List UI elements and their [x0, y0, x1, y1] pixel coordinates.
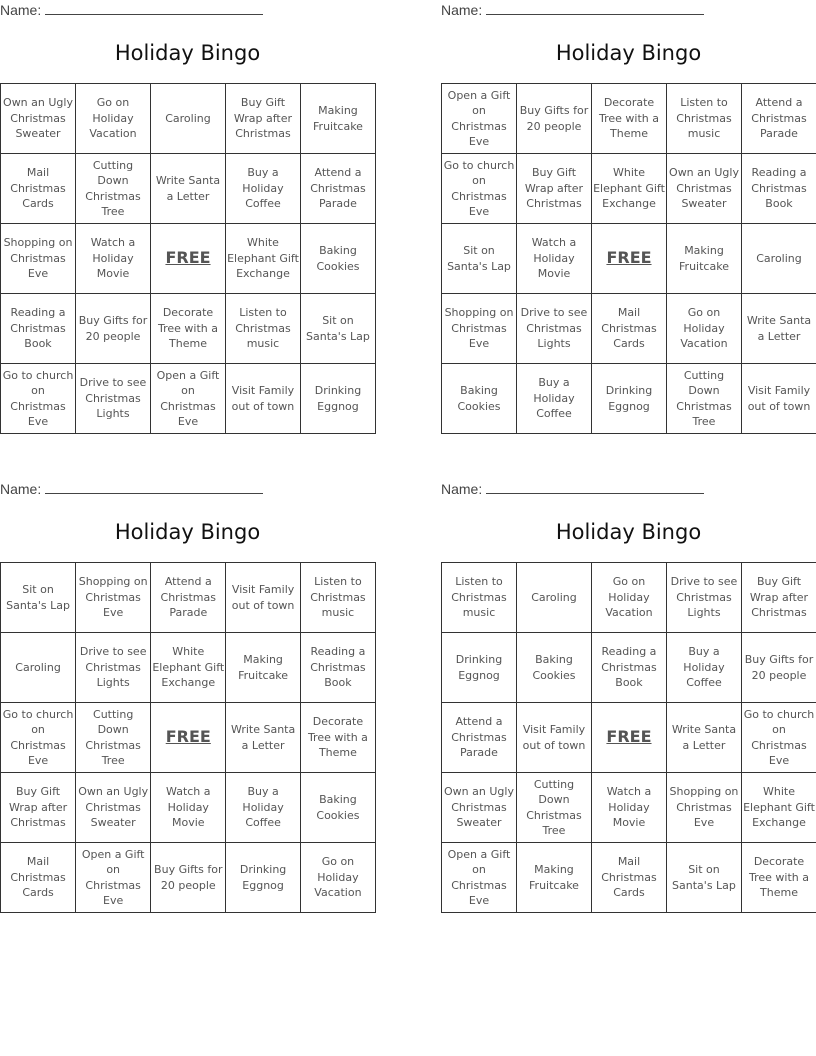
bingo-cell: Shopping on Christmas Eve: [76, 563, 151, 633]
card-title: Holiday Bingo: [555, 41, 702, 65]
bingo-grid: [441, 83, 816, 434]
bingo-cell: Attend a Christmas Parade: [442, 703, 517, 773]
bingo-cell: Open a Gift on Christmas Eve: [442, 84, 517, 154]
bingo-cell: Reading a Christmas Book: [742, 154, 816, 224]
bingo-cell: Baking Cookies: [300, 224, 375, 294]
name-line: [486, 482, 704, 494]
bingo-cell: Buy a Holiday Coffee: [225, 154, 300, 224]
bingo-cell: Visit Family out of town: [225, 364, 300, 434]
bingo-cell: Buy Gifts for 20 people: [151, 843, 226, 913]
free-space: [151, 703, 226, 773]
name-label: Name:: [0, 481, 42, 497]
bingo-row: [1, 703, 376, 773]
free-space-label: FREE: [606, 726, 652, 746]
bingo-row: [442, 364, 816, 434]
name-line: [45, 482, 263, 494]
bingo-row: [1, 294, 376, 364]
bingo-cell: Buy a Holiday Coffee: [517, 364, 592, 434]
name-row: [0, 2, 263, 18]
bingo-cell: Buy a Holiday Coffee: [226, 773, 301, 843]
name-label: Name:: [0, 2, 42, 18]
bingo-row: [1, 773, 376, 843]
bingo-cell: Caroling: [516, 563, 591, 633]
bingo-cell: Go on Holiday Vacation: [591, 563, 666, 633]
bingo-cell: Drive to see Christmas Lights: [517, 294, 592, 364]
bingo-cell: Cutting Down Christmas Tree: [76, 154, 151, 224]
bingo-cell: White Elephant Gift Exchange: [741, 773, 816, 843]
free-space-label: FREE: [165, 726, 211, 746]
bingo-row: [442, 633, 816, 703]
bingo-cell: Drinking Eggnog: [442, 633, 517, 703]
free-space: [591, 703, 666, 773]
bingo-cell: Write Santa a Letter: [226, 703, 301, 773]
bingo-cell: Listen to Christmas music: [225, 294, 300, 364]
bingo-cell: Buy Gifts for 20 people: [517, 84, 592, 154]
bingo-cell: Cutting Down Christmas Tree: [516, 773, 591, 843]
bingo-cell: Watch a Holiday Movie: [151, 773, 226, 843]
bingo-row: [1, 224, 376, 294]
bingo-cell: Shopping on Christmas Eve: [442, 294, 517, 364]
bingo-cell: Buy Gift Wrap after Christmas: [517, 154, 592, 224]
bingo-cell: Buy Gift Wrap after Christmas: [1, 773, 76, 843]
bingo-cell: White Elephant Gift Exchange: [592, 154, 667, 224]
bingo-cell: Drive to see Christmas Lights: [76, 364, 151, 434]
bingo-cell: Listen to Christmas music: [300, 563, 375, 633]
bingo-cell: Own an Ugly Christmas Sweater: [667, 154, 742, 224]
free-space-label: FREE: [165, 247, 211, 267]
card-title: Holiday Bingo: [114, 41, 261, 65]
bingo-row: [1, 84, 376, 154]
bingo-row: [442, 84, 816, 154]
bingo-cell: Mail Christmas Cards: [1, 843, 76, 913]
bingo-row: [1, 843, 376, 913]
bingo-cell: Watch a Holiday Movie: [591, 773, 666, 843]
bingo-cell: Sit on Santa's Lap: [300, 294, 375, 364]
bingo-cell: Cutting Down Christmas Tree: [76, 703, 151, 773]
bingo-cell: Drive to see Christmas Lights: [76, 633, 151, 703]
bingo-cell: Listen to Christmas music: [442, 563, 517, 633]
bingo-cell: Attend a Christmas Parade: [151, 563, 226, 633]
bingo-cell: Drinking Eggnog: [300, 364, 375, 434]
bingo-cell: Sit on Santa's Lap: [1, 563, 76, 633]
bingo-cell: Buy Gift Wrap after Christmas: [741, 563, 816, 633]
bingo-cell: Drinking Eggnog: [592, 364, 667, 434]
bingo-cell: Drinking Eggnog: [226, 843, 301, 913]
bingo-row: [442, 773, 816, 843]
bingo-row: [1, 633, 376, 703]
bingo-cell: Open a Gift on Christmas Eve: [76, 843, 151, 913]
bingo-cell: White Elephant Gift Exchange: [225, 224, 300, 294]
bingo-cell: Buy Gifts for 20 people: [76, 294, 151, 364]
card-title: Holiday Bingo: [114, 520, 261, 544]
bingo-row: [442, 154, 816, 224]
bingo-grid: [0, 83, 376, 434]
bingo-cell: Own an Ugly Christmas Sweater: [442, 773, 517, 843]
bingo-cell: Reading a Christmas Book: [591, 633, 666, 703]
bingo-cell: Sit on Santa's Lap: [666, 843, 741, 913]
bingo-grid: [0, 562, 376, 913]
bingo-cell: Shopping on Christmas Eve: [1, 224, 76, 294]
bingo-row: [442, 294, 816, 364]
bingo-cell: Reading a Christmas Book: [1, 294, 76, 364]
bingo-cell: Reading a Christmas Book: [300, 633, 375, 703]
bingo-cell: Attend a Christmas Parade: [300, 154, 375, 224]
name-row: [441, 2, 704, 18]
bingo-cell: Decorate Tree with a Theme: [300, 703, 375, 773]
bingo-cell: Visit Family out of town: [742, 364, 816, 434]
bingo-row: [442, 563, 816, 633]
bingo-cell: Visit Family out of town: [516, 703, 591, 773]
bingo-cell: Watch a Holiday Movie: [517, 224, 592, 294]
bingo-cell: Mail Christmas Cards: [591, 843, 666, 913]
bingo-cell: White Elephant Gift Exchange: [151, 633, 226, 703]
bingo-cell: Go to church on Christmas Eve: [1, 703, 76, 773]
bingo-cell: Making Fruitcake: [226, 633, 301, 703]
bingo-cell: Making Fruitcake: [300, 84, 375, 154]
bingo-cell: Watch a Holiday Movie: [76, 224, 151, 294]
bingo-cell: Own an Ugly Christmas Sweater: [1, 84, 76, 154]
bingo-cell: Baking Cookies: [516, 633, 591, 703]
name-row: [0, 481, 263, 497]
free-space-label: FREE: [606, 247, 652, 267]
bingo-cell: Drive to see Christmas Lights: [666, 563, 741, 633]
card-title: Holiday Bingo: [555, 520, 702, 544]
bingo-cell: Making Fruitcake: [516, 843, 591, 913]
name-line: [486, 3, 704, 15]
bingo-cell: Baking Cookies: [300, 773, 375, 843]
bingo-cell: Decorate Tree with a Theme: [741, 843, 816, 913]
bingo-row: [442, 224, 816, 294]
bingo-cell: Open a Gift on Christmas Eve: [151, 364, 226, 434]
bingo-cell: Buy Gift Wrap after Christmas: [225, 84, 300, 154]
bingo-cell: Mail Christmas Cards: [1, 154, 76, 224]
name-label: Name:: [441, 481, 483, 497]
bingo-cell: Caroling: [1, 633, 76, 703]
bingo-cell: Go on Holiday Vacation: [300, 843, 375, 913]
bingo-cell: Attend a Christmas Parade: [742, 84, 816, 154]
bingo-cell: Shopping on Christmas Eve: [666, 773, 741, 843]
bingo-row: [442, 703, 816, 773]
bingo-cell: Visit Family out of town: [226, 563, 301, 633]
bingo-cell: Cutting Down Christmas Tree: [667, 364, 742, 434]
free-space: [592, 224, 667, 294]
bingo-cell: Go to church on Christmas Eve: [442, 154, 517, 224]
bingo-cell: Baking Cookies: [442, 364, 517, 434]
bingo-cell: Mail Christmas Cards: [592, 294, 667, 364]
bingo-cell: Open a Gift on Christmas Eve: [442, 843, 517, 913]
bingo-cell: Write Santa a Letter: [666, 703, 741, 773]
bingo-cell: Go on Holiday Vacation: [667, 294, 742, 364]
bingo-cell: Buy a Holiday Coffee: [666, 633, 741, 703]
bingo-row: [1, 154, 376, 224]
bingo-cell: Write Santa a Letter: [742, 294, 816, 364]
bingo-row: [1, 563, 376, 633]
bingo-cell: Decorate Tree with a Theme: [151, 294, 226, 364]
name-row: [441, 481, 704, 497]
bingo-cell: Go to church on Christmas Eve: [741, 703, 816, 773]
bingo-cell: Making Fruitcake: [667, 224, 742, 294]
bingo-cell: Own an Ugly Christmas Sweater: [76, 773, 151, 843]
bingo-cell: Caroling: [151, 84, 226, 154]
bingo-cell: Decorate Tree with a Theme: [592, 84, 667, 154]
bingo-row: [1, 364, 376, 434]
bingo-cell: Write Santa a Letter: [151, 154, 226, 224]
bingo-cell: Go on Holiday Vacation: [76, 84, 151, 154]
free-space: [151, 224, 226, 294]
bingo-cell: Buy Gifts for 20 people: [741, 633, 816, 703]
bingo-grid: [441, 562, 816, 913]
bingo-row: [442, 843, 816, 913]
bingo-cell: Sit on Santa's Lap: [442, 224, 517, 294]
name-line: [45, 3, 263, 15]
name-label: Name:: [441, 2, 483, 18]
bingo-cell: Go to church on Christmas Eve: [1, 364, 76, 434]
bingo-cell: Listen to Christmas music: [667, 84, 742, 154]
bingo-cell: Caroling: [742, 224, 816, 294]
